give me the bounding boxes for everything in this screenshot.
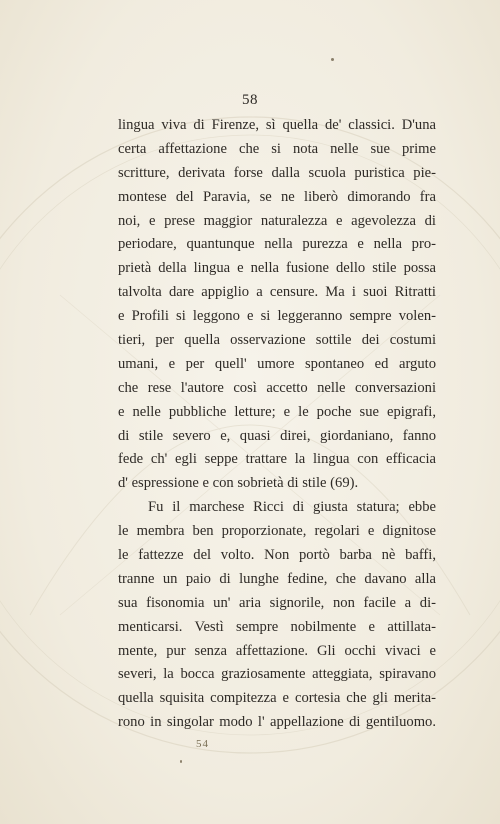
text-line: e Profili si leggono e si leggeranno sempre volen- <box>118 308 436 325</box>
text-line: d' espressione e con sobrietà di stile (69). <box>118 475 359 492</box>
text-line: quella squisita compitezza e cortesia che gli merita- <box>118 690 436 707</box>
text-line: menticarsi. Vestì sempre nobilmente e attillata- <box>118 618 436 635</box>
text-line: montese del Paravia, se ne liberò dimorando fra <box>118 188 436 205</box>
text-line: di stile severo e, quasi direi, giordaniano, fanno <box>118 427 436 444</box>
text-line: severi, la bocca graziosamente atteggiata, spiravano <box>118 666 436 683</box>
text-line: le fattezze del volto. Non portò barba nè baffi, <box>118 547 436 564</box>
text-line: scritture, derivata forse dalla scuola puristica pie- <box>118 164 436 181</box>
text-line: tranne un paio di lunghe fedine, che davano alla <box>118 570 436 587</box>
text-line: lingua viva di Firenze, sì quella de' classici. D'una <box>118 117 436 133</box>
text-line: sua fisonomia un' aria signorile, non facile a di- <box>118 594 436 611</box>
page-number: 58 <box>242 92 258 108</box>
text-line: talvolta dare appiglio a censure. Ma i suoi Ritratti <box>118 284 436 301</box>
text-line: noi, e prese maggior naturalezza e agevolezza di <box>118 212 436 229</box>
paper-speck <box>331 58 334 61</box>
signature-mark: 54 <box>196 738 209 750</box>
text-line: prietà della lingua e nella fusione dello stile possa <box>118 260 436 277</box>
text-line: certa affettazione che si nota nelle sue prime <box>118 140 436 157</box>
body-text <box>118 114 436 735</box>
text-line: che rese l'autore così accetto nelle conversazioni <box>118 379 436 396</box>
text-line: rono in singolar modo l' appellazione di gentiluomo. <box>118 714 436 731</box>
text-line: umani, e per quell' umore spontaneo ed arguto <box>118 355 436 372</box>
text-line: fede ch' egli seppe trattare la lingua con efficacia <box>118 451 436 468</box>
text-line: tieri, per quella osservazione sottile dei costumi <box>118 332 436 349</box>
text-line: mente, pur senza affettazione. Gli occhi vivaci e <box>118 642 436 659</box>
text-line: Fu il marchese Ricci di giusta statura; ebbe <box>148 499 436 516</box>
paper-speck <box>180 760 182 763</box>
text-line: le membra ben proporzionate, regolari e dignitose <box>118 523 436 540</box>
text-line: periodare, quantunque nella purezza e nella pro- <box>118 236 436 253</box>
text-line: e nelle pubbliche letture; e le poche sue epigrafi, <box>118 403 436 420</box>
